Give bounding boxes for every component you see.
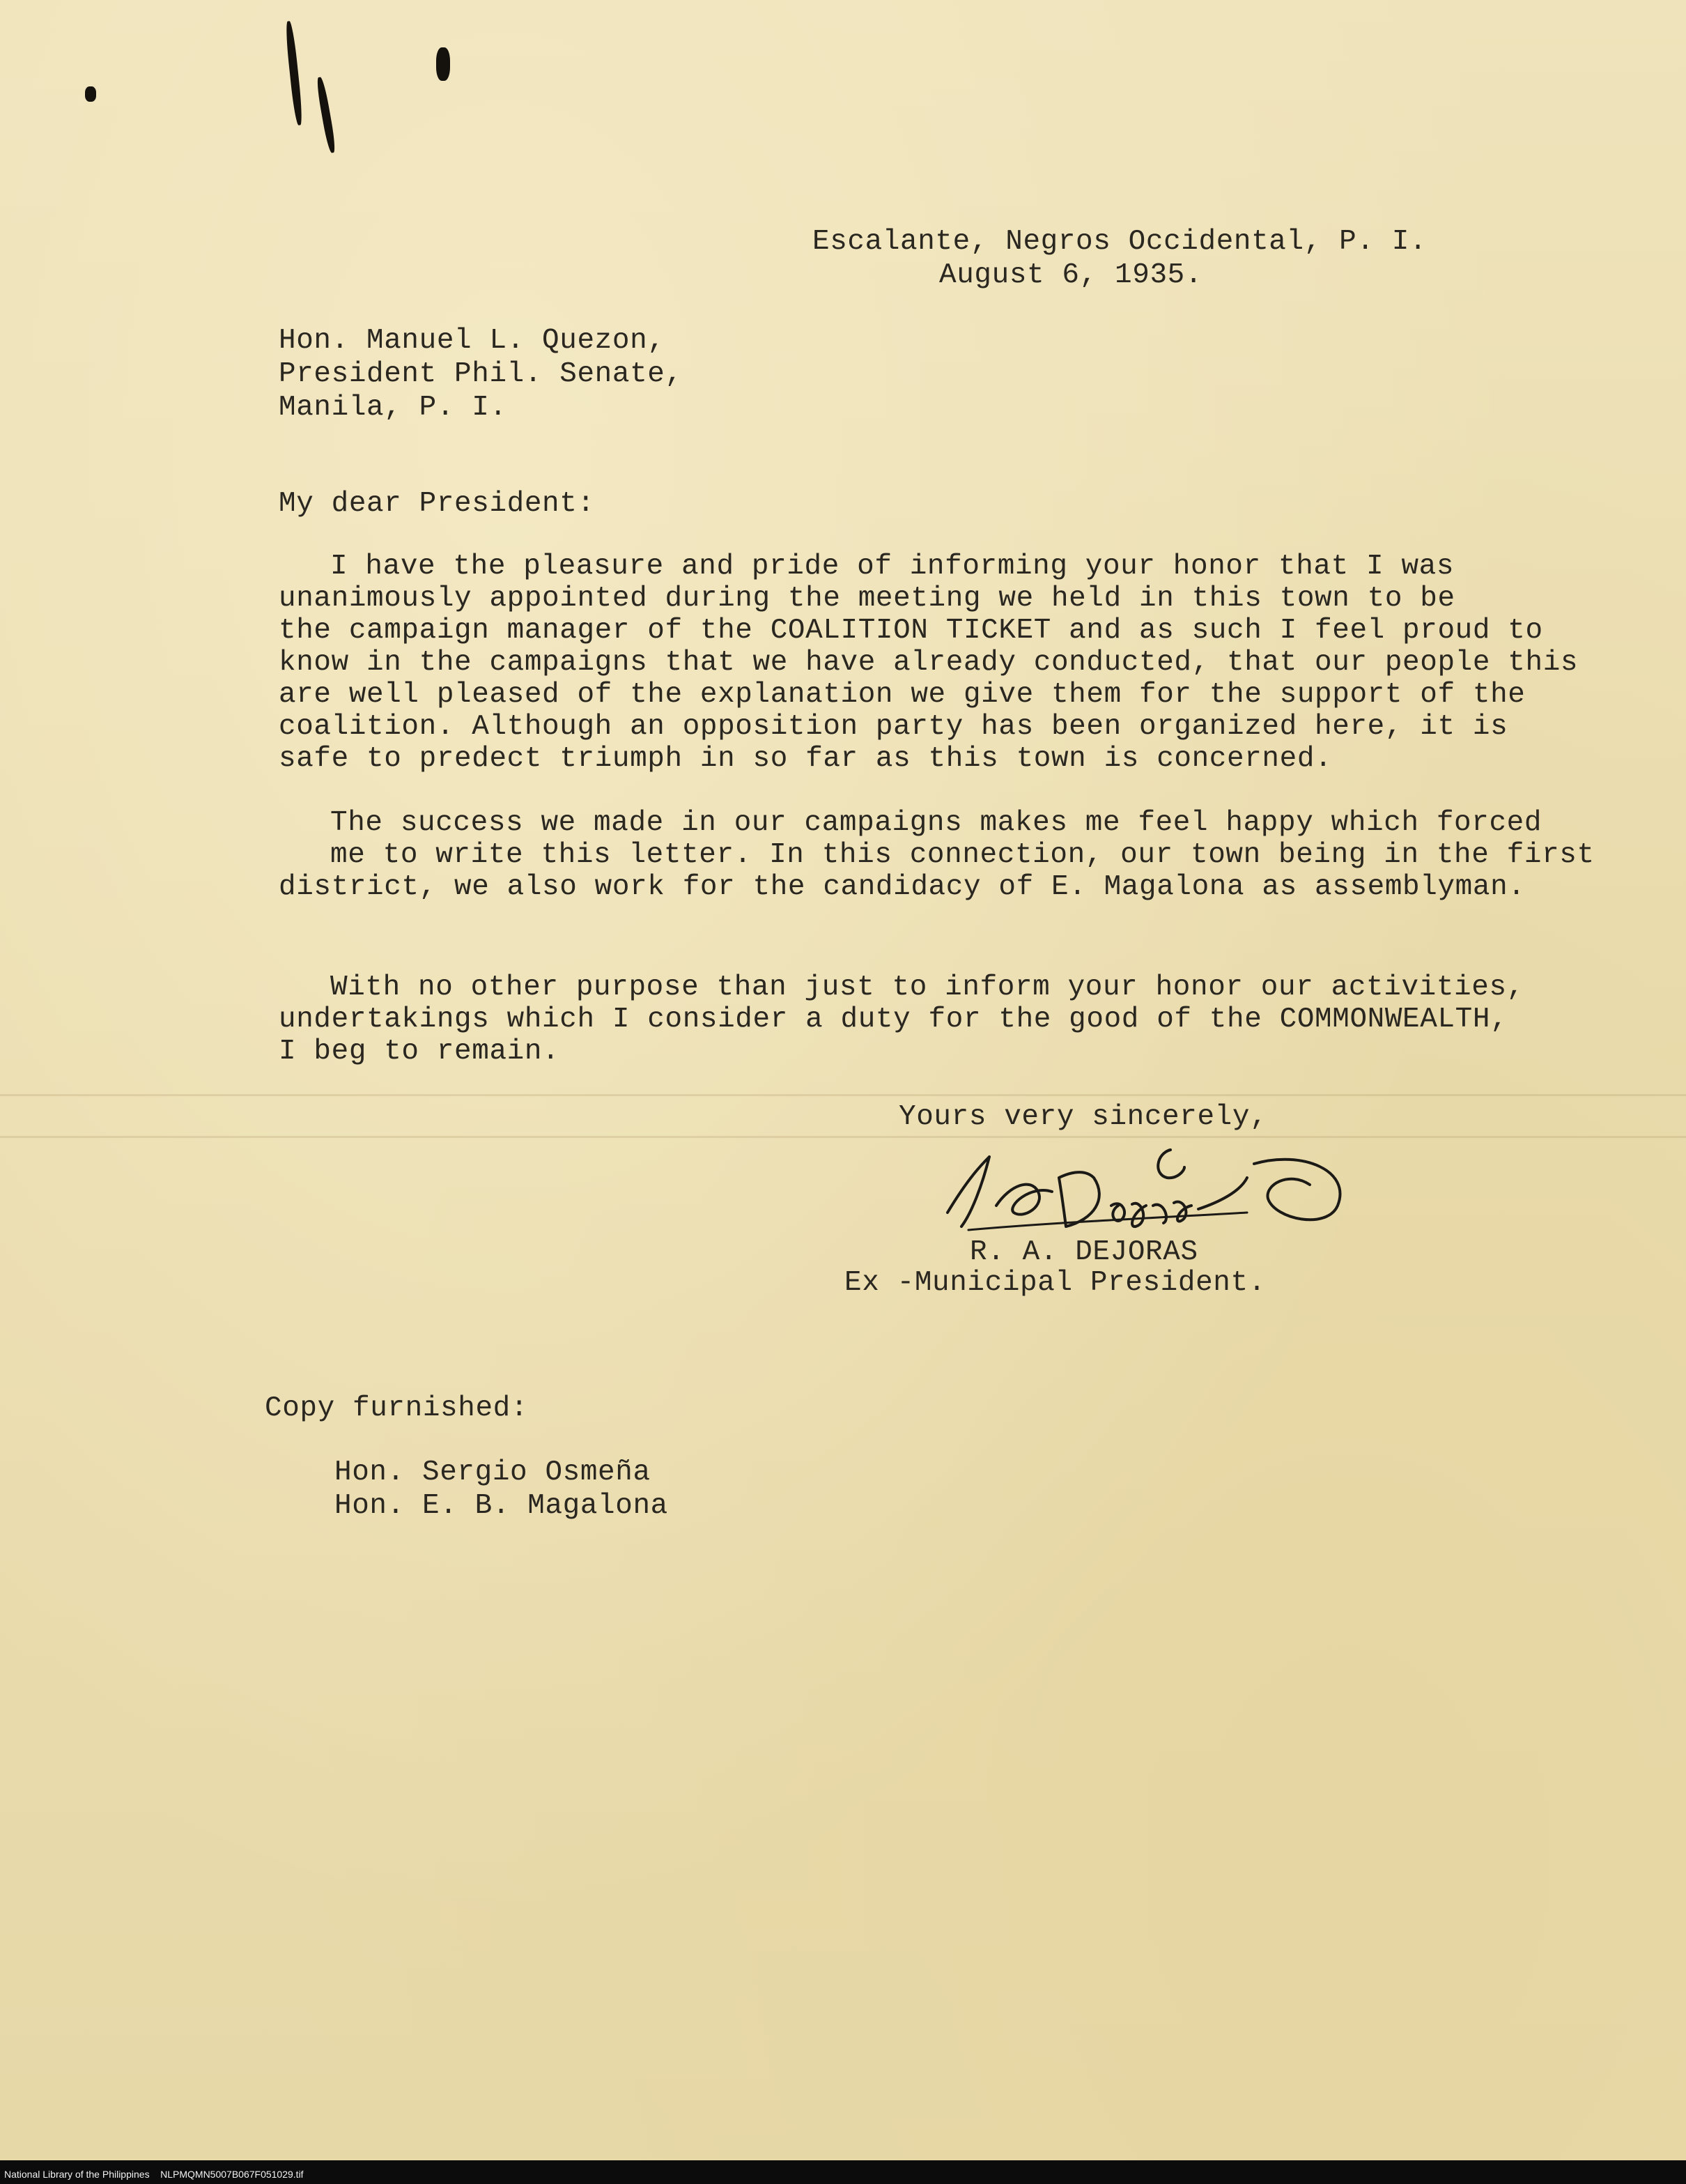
copy-label: Copy furnished: bbox=[265, 1392, 529, 1424]
archive-footer bbox=[0, 2160, 1686, 2184]
paper-fold-line bbox=[0, 1136, 1686, 1138]
body-line: the campaign manager of the COALITION TICKET and as such I feel proud to bbox=[279, 615, 1543, 647]
ink-mark bbox=[436, 47, 450, 81]
place-line: Escalante, Negros Occidental, P. I. bbox=[812, 226, 1428, 258]
ink-mark bbox=[284, 21, 304, 125]
body-line: The success we made in our campaigns makes me feel happy which forced bbox=[330, 807, 1542, 839]
copy-recipient: Hon. E. B. Magalona bbox=[334, 1490, 668, 1522]
body-line: unanimously appointed during the meeting we held in this town to be bbox=[279, 583, 1455, 615]
closing-line: Yours very sincerely, bbox=[899, 1101, 1268, 1133]
body-line: With no other purpose than just to inform your honor our activities, bbox=[330, 971, 1524, 1003]
body-line: district, we also work for the candidacy of E. Magalona as assemblyman. bbox=[279, 871, 1526, 903]
body-line: coalition. Although an opposition party has been organized here, it is bbox=[279, 711, 1508, 743]
recipient-line: Hon. Manuel L. Quezon, bbox=[279, 325, 665, 357]
body-line: I beg to remain. bbox=[279, 1036, 560, 1068]
body-line: undertakings which I consider a duty for the good of the COMMONWEALTH, bbox=[279, 1003, 1508, 1036]
signer-name: R. A. DEJORAS bbox=[970, 1236, 1198, 1268]
paper-fold-line bbox=[0, 1094, 1686, 1096]
recipient-line: President Phil. Senate, bbox=[279, 358, 683, 390]
date-line: August 6, 1935. bbox=[939, 259, 1203, 291]
body-line: are well pleased of the explanation we give them for the support of the bbox=[279, 679, 1526, 711]
body-line: safe to predect triumph in so far as this town is concerned. bbox=[279, 743, 1333, 775]
ink-mark bbox=[85, 86, 96, 102]
archive-footer-text: National Library of the Philippines NLPMQMN5007B067F051029.tif bbox=[4, 2169, 304, 2180]
body-line: me to write this letter. In this connection, our town being in the first bbox=[330, 839, 1595, 871]
copy-recipient: Hon. Sergio Osmeña bbox=[334, 1456, 651, 1489]
body-line: know in the campaigns that we have already conducted, that our people this bbox=[279, 647, 1579, 679]
signer-title: Ex -Municipal President. bbox=[844, 1267, 1266, 1299]
body-line: I have the pleasure and pride of informing your honor that I was bbox=[330, 551, 1455, 583]
ink-mark bbox=[316, 77, 337, 153]
recipient-line: Manila, P. I. bbox=[279, 392, 507, 424]
salutation: My dear President: bbox=[279, 488, 595, 520]
